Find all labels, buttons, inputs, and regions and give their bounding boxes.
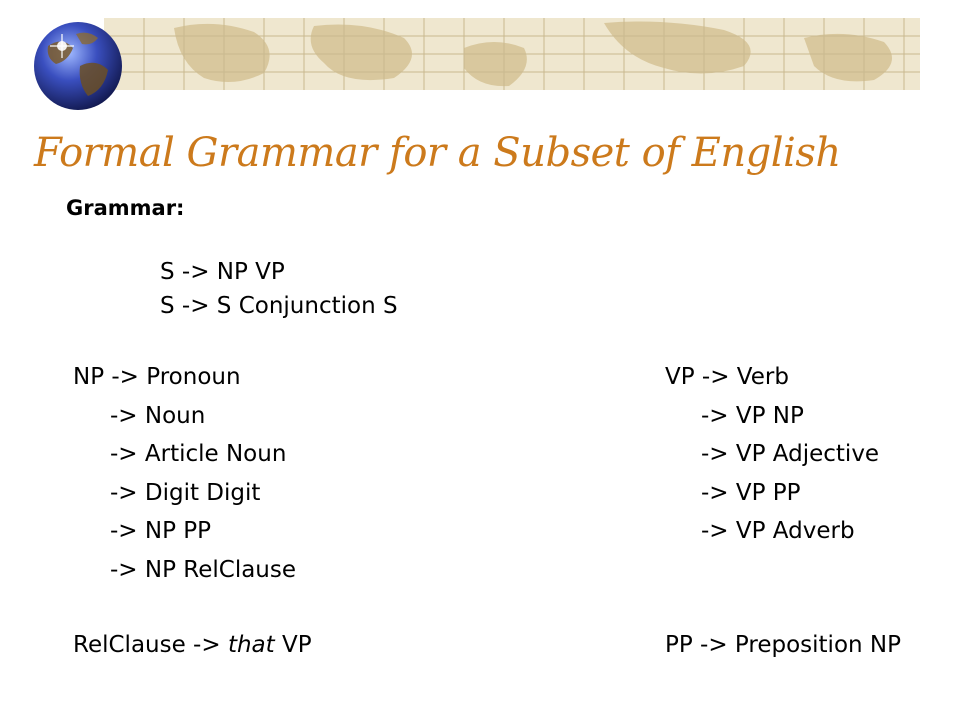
map-grid bbox=[104, 18, 920, 90]
relclause-suffix: VP bbox=[274, 632, 312, 658]
vp-rule: -> VP Adjective bbox=[701, 441, 880, 467]
globe-icon bbox=[18, 6, 138, 126]
vp-rule: VP -> Verb bbox=[665, 364, 789, 390]
vp-rule: -> VP NP bbox=[701, 403, 804, 429]
slide-title: Formal Grammar for a Subset of English bbox=[34, 130, 841, 176]
np-rule: -> Digit Digit bbox=[110, 480, 261, 506]
np-rule: -> Article Noun bbox=[110, 441, 287, 467]
relclause-rule bbox=[73, 634, 312, 657]
sentence-rule: S -> S Conjunction S bbox=[160, 293, 398, 319]
grammar-label: Grammar: bbox=[66, 196, 185, 220]
vp-rule: -> VP Adverb bbox=[701, 518, 855, 544]
np-rule: -> NP RelClause bbox=[110, 557, 297, 583]
np-rule: -> Noun bbox=[110, 403, 206, 429]
vp-rule: -> VP PP bbox=[701, 480, 801, 506]
pp-rule: PP -> Preposition NP bbox=[665, 632, 901, 658]
np-rule: NP -> Pronoun bbox=[73, 364, 241, 390]
sentence-rule: S -> NP VP bbox=[160, 259, 285, 285]
relclause-that: that bbox=[227, 632, 275, 658]
relclause-prefix: RelClause -> bbox=[73, 632, 228, 658]
world-map-banner bbox=[104, 18, 920, 90]
np-rule: -> NP PP bbox=[110, 518, 212, 544]
